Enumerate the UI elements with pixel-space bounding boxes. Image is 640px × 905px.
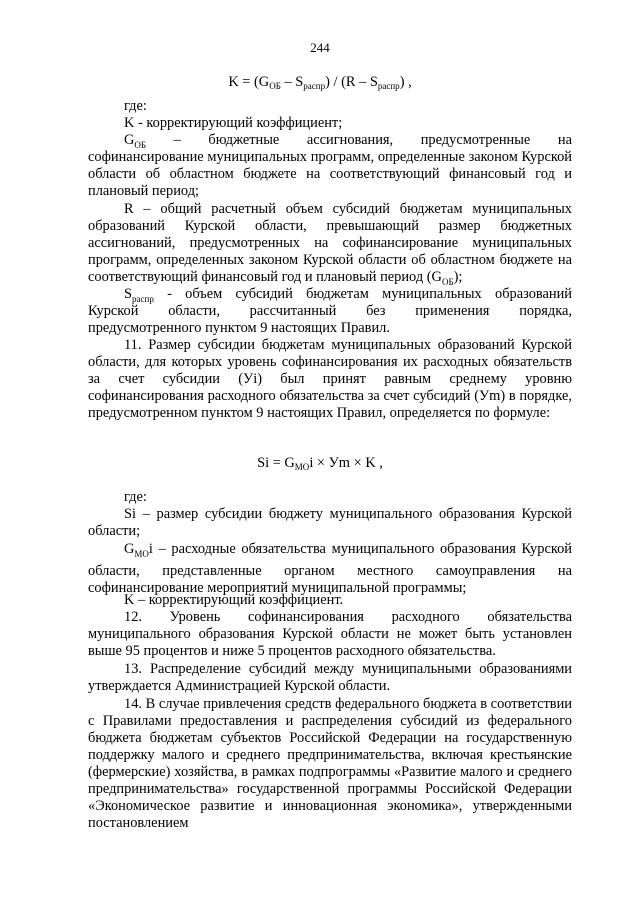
srasp-text: - объем субсидий бюджетам муниципальных образований (167, 286, 572, 302)
k-definition-2: K – корректирующий коэффициент. (124, 592, 344, 608)
paragraph-14: 14. В случае привлечения средств федерального бюджета в соответствии с Правилами предоставления и распределения субсидий из федерального бюджета бюджетам субъектов Российской Федерации на государственную поддержку малого и среднего предпринимательства, включая крестьянские (фермерские) хозяйства, в рамках подпрограммы «Развитие малого и среднего предпринимательства» государственной программы Российской Федерации «Экономическое развитие и инновационная экономика», утвержденными постановлением (88, 696, 572, 831)
srasp-definition-line3: предусмотренного пунктом 9 настоящих Правил. (88, 320, 390, 336)
where-label-1: где: (124, 98, 147, 114)
srasp-symbol: S (124, 286, 133, 302)
gmo-symbol: G (124, 541, 135, 557)
srasp-definition-line2: Курской области, рассчитанный без применения порядка, (88, 303, 572, 319)
formula-k-part: K = (G (228, 74, 270, 90)
si-definition: Si – размер субсидии бюджету муниципального образования Курской области; (88, 506, 572, 539)
where-label-2: где: (124, 489, 147, 505)
gob-text: – бюджетные ассигнования, предусмотренные на (173, 132, 572, 148)
formula-k-part: – S (280, 74, 304, 90)
formula-si (0, 454, 640, 472)
formula-k-sub: распр (377, 81, 400, 91)
gmo-definition (88, 541, 572, 597)
srasp-subscript: распр (132, 293, 154, 304)
r-definition-end: ); (453, 269, 463, 285)
formula-k-sub: распр (303, 81, 326, 91)
r-definition-sub: ОБ (441, 276, 454, 287)
paragraph-11: 11. Размер субсидии бюджетам муниципальных образований Курской области, для которых уровень софинансирования их расходных обязательств за счет субсидии (Уi) был принят равным среднему уровню софинансирования расходного обязательства за счет субсидий (Уm) в порядке, предусмотренном пунктом 9 настоящих Правил, определяется по формуле: (88, 337, 572, 421)
paragraph-12: 12. Уровень софинансирования расходного обязательства муниципального образования Курской области не может быть установлен выше 95 процентов и ниже 5 процентов расходного обязательства. (88, 609, 572, 659)
gmo-subscript: МО (134, 548, 149, 559)
gob-symbol: G (124, 132, 135, 148)
formula-k-part: ) / (R – S (325, 74, 378, 90)
k-definition: K - корректирующий коэффициент; (124, 115, 343, 131)
formula-k (0, 73, 640, 91)
gob-subscript: ОБ (134, 139, 147, 150)
r-definition (88, 201, 572, 291)
formula-si-part: Si = G (257, 455, 295, 471)
formula-k-sub: ОБ (269, 81, 281, 91)
formula-si-sub: МО (294, 462, 310, 472)
formula-k-part: ) , (399, 74, 412, 90)
r-definition-text: R – общий расчетный объем субсидий бюджетам муниципальных образований Курской области, превышающий размер бюджетных ассигнований, предусмотренных на софинансирование муниципальных программ, определенных законом Курской области об областном бюджете на соответствующий финансовый год и плановый период (G (88, 201, 572, 285)
gmo-text: i – расходные обязательства муниципального образования Курской области, представленные органом местного самоуправления на софинансирование мероприятий муниципальной программы; (88, 541, 572, 596)
page-number: 244 (310, 40, 330, 55)
paragraph-13: 13. Распределение субсидий между муниципальными образованиями утверждается Администрацией Курской области. (88, 661, 572, 694)
gob-definition-rest: софинансирование муниципальных программ, определенные законом Курской области об областном бюджете на соответствующий финансовый год и плановый период; (88, 149, 572, 199)
formula-si-part: i × Уm × K , (309, 455, 383, 471)
